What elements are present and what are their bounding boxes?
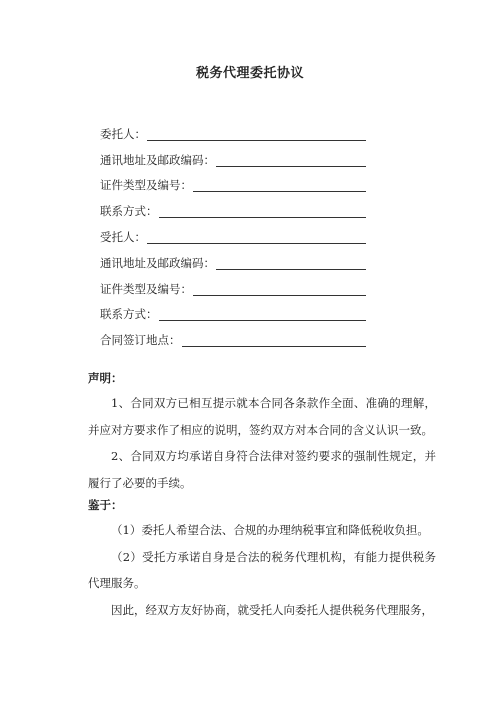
- field-agent: [100, 218, 366, 244]
- field-client-contact: [100, 192, 366, 218]
- field-client: [100, 115, 366, 141]
- fill-in-line[interactable]: [216, 257, 366, 270]
- field-label: 委托人：: [100, 126, 146, 141]
- field-label: 通讯地址及邮政编码：: [100, 152, 215, 167]
- declaration-heading: 声明：: [88, 371, 123, 385]
- document-body: [88, 370, 436, 623]
- fill-in-line[interactable]: [147, 231, 366, 244]
- declaration-paragraph-2: 2、合同双方均承诺自身符合法律对签约要求的强制性规定，并履行了必要的手续。: [88, 449, 436, 490]
- field-client-address: [100, 141, 366, 167]
- fill-in-line[interactable]: [182, 334, 367, 347]
- field-label: 联系方式：: [100, 204, 158, 219]
- whereas-paragraph-3: 因此，经双方友好协商，就受托人向委托人提供税务代理服务，: [111, 602, 433, 617]
- field-label: 证件类型及编号：: [100, 178, 192, 193]
- fill-in-line[interactable]: [193, 179, 366, 192]
- field-signing-place: [100, 321, 366, 347]
- fill-in-line[interactable]: [159, 205, 367, 218]
- fill-in-line[interactable]: [216, 154, 366, 167]
- field-label: 受托人：: [100, 229, 146, 244]
- whereas-paragraph-1: （1）委托人希望合法、合规的办理纳税事宜和降低税收负担。: [111, 523, 429, 537]
- fill-in-line[interactable]: [193, 283, 366, 296]
- whereas-paragraph-2: （2）受托方承诺自身是合法的税务代理机构，有能力提供税务代理服务。: [88, 549, 436, 590]
- field-agent-address: [100, 244, 366, 270]
- field-label: 证件类型及编号：: [100, 281, 192, 296]
- field-agent-contact: [100, 296, 366, 322]
- fill-in-line[interactable]: [159, 308, 367, 321]
- field-client-id: [100, 167, 366, 193]
- field-label: 通讯地址及邮政编码：: [100, 255, 215, 270]
- party-info-fields: [100, 115, 366, 347]
- document-title: 税务代理委托协议: [195, 66, 304, 81]
- field-label: 合同签订地点：: [100, 333, 181, 348]
- field-agent-id: [100, 270, 366, 296]
- declaration-paragraph-1: 1、合同双方已相互提示就本合同各条款作全面、准确的理解，并应对方要求作了相应的说明，签约双方对本合同的含义认识一致。: [88, 396, 436, 437]
- fill-in-line[interactable]: [147, 128, 366, 141]
- field-label: 联系方式：: [100, 307, 158, 322]
- whereas-heading: 鉴于：: [88, 498, 123, 512]
